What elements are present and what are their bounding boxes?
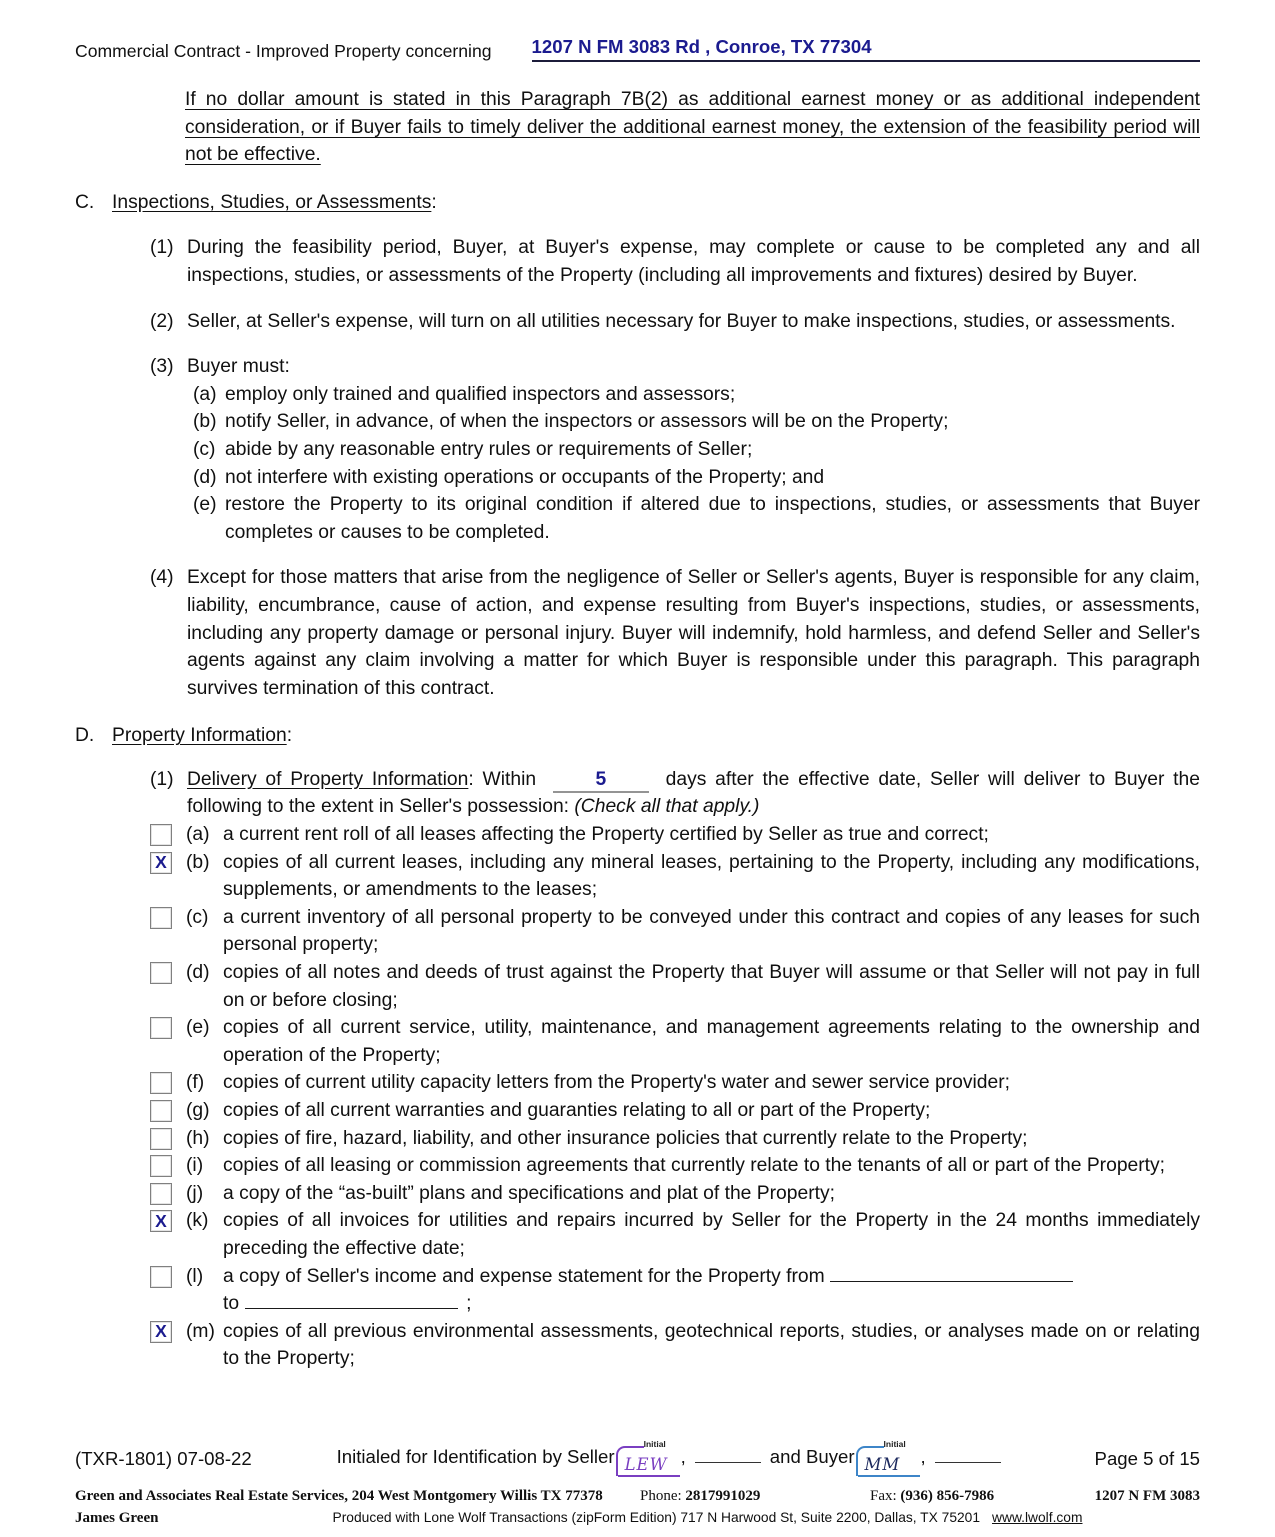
- seller-initials-signature: LEW: [624, 1454, 668, 1474]
- clause-d1-number: (1): [150, 768, 174, 790]
- section-c-heading: Inspections, Studies, or Assessments:: [112, 191, 437, 213]
- checkbox-g[interactable]: [150, 1100, 172, 1122]
- brokerage-fax: Fax: (936) 856-7986: [870, 1488, 995, 1504]
- checklist-item-k: X (k) copies of all invoices for utilities and repairs incurred by Seller for the Property in the 24 months immediately preceding the effective date;: [150, 1207, 1200, 1262]
- checklist-item-m: X (m) copies of all previous environmental assessments, geotechnical reports, studies, or analyses made on or relating to the Property;: [150, 1318, 1200, 1373]
- buyer2-initials-blank[interactable]: [935, 1447, 1001, 1463]
- checklist-item-l-text: a copy of Seller's income and expense statement for the Property from to ;: [223, 1263, 1200, 1318]
- delivery-days-value: 5: [595, 768, 607, 790]
- buyer-initials-signature: MM: [864, 1454, 901, 1474]
- section-c-letter: C.: [75, 191, 95, 213]
- clause-c4: [150, 564, 1200, 702]
- brokerage-phone: Phone: 2817991029: [640, 1488, 761, 1504]
- check-all-note: (Check all that apply.): [574, 796, 760, 818]
- checklist-item-l: (l) a copy of Seller's income and expense statement for the Property from to ;: [150, 1263, 1200, 1318]
- clause-c3: [150, 353, 1200, 381]
- section-c-heading-row: [75, 189, 1200, 217]
- clause-c3a: (a) employ only trained and qualified inspectors and assessors;: [193, 383, 736, 405]
- section-d-heading-row: [75, 722, 1200, 750]
- checkbox-k[interactable]: X: [150, 1210, 172, 1232]
- clause-7b2-continuation: If no dollar amount is stated in this Paragraph 7B(2) as additional earnest money or as additional independent consideration, or if Buyer fails to timely deliver the additional earnest money, the extension of the feasibility period will not be effective.: [185, 89, 1200, 166]
- checklist-item-f: (f) copies of current utility capacity letters from the Property's water and sewer service provider;: [150, 1069, 1200, 1097]
- checklist-item-a: (a) a current rent roll of all leases affecting the Property certified by Seller as true and correct;: [150, 821, 1200, 849]
- clause-c1-text: During the feasibility period, Buyer, at Buyer's expense, may complete or cause to be completed any and all inspections, studies, or assessments of the Property (including all improvements and fixtures) desired by Buyer.: [187, 237, 1200, 286]
- checklist-item-i: (i) copies of all leasing or commission agreements that currently relate to the tenants of all or part of the Property;: [150, 1152, 1200, 1180]
- footer-initial-row: [75, 1441, 1200, 1477]
- clause-d1-text: Delivery of Property Information: Within 5 days after the effective date, Seller will deliver to Buyer the following to the extent in Seller's possession: (Check all that apply.): [187, 768, 1200, 818]
- checkbox-h[interactable]: [150, 1128, 172, 1150]
- clause-c3c: (c) abide by any reasonable entry rules or requirements of Seller;: [193, 438, 753, 460]
- checklist-item-c: (c) a current inventory of all personal property to be conveyed under this contract and copies of any leases for such personal property;: [150, 904, 1200, 959]
- clause-c4-text: Except for those matters that arise from the negligence of Seller or Seller's agents, Buyer is responsible for any claim, liability, encumbrance, cause of action, and expense resulting from Buyer's inspections, studies, or assessments, including any property damage or personal injury. Buyer will indemnify, hold harmless, and defend Seller and Seller's agents against any claim involving a matter for which Buyer is responsible under this paragraph. This paragraph survives termination of this contract.: [187, 567, 1200, 699]
- footer-produced-row: [75, 1509, 1200, 1527]
- income-statement-to-field[interactable]: [245, 1293, 458, 1309]
- checkbox-c[interactable]: [150, 907, 172, 929]
- clause-d1: [150, 766, 1200, 821]
- checklist-item-g: (g) copies of all current warranties and guaranties relating to all or part of the Property;: [150, 1097, 1200, 1125]
- seller2-initials-blank[interactable]: [695, 1447, 761, 1463]
- checkbox-l[interactable]: [150, 1266, 172, 1288]
- checkbox-a[interactable]: [150, 824, 172, 846]
- lwolf-link[interactable]: www.lwolf.com: [992, 1510, 1083, 1525]
- clause-c3d: (d) not interfere with existing operations or occupants of the Property; and: [193, 466, 825, 488]
- checkbox-f[interactable]: [150, 1072, 172, 1094]
- agent-name: James Green: [75, 1510, 159, 1526]
- income-statement-from-field[interactable]: [830, 1266, 1073, 1282]
- page-number: Page 5 of 15: [1094, 1448, 1200, 1469]
- brokerage-name-address: Green and Associates Real Estate Services, 204 West Montgomery Willis TX 77378: [75, 1488, 603, 1504]
- page-header: [75, 36, 1200, 62]
- checklist-item-j: (j) a copy of the “as-built” plans and specifications and plat of the Property;: [150, 1180, 1200, 1208]
- produced-with-note: Produced with Lone Wolf Transactions (zipForm Edition) 717 N Harwood St, Suite 2200, Dallas, TX 75201 www.lwolf.com: [332, 1510, 1083, 1525]
- clause-c3-number: (3): [150, 356, 174, 378]
- page-footer: [75, 1441, 1200, 1527]
- checklist-item-h: (h) copies of fire, hazard, liability, and other insurance policies that currently relate to the Property;: [150, 1125, 1200, 1153]
- clause-c2-number: (2): [150, 310, 174, 332]
- section-d-heading: Property Information:: [112, 725, 293, 747]
- checkbox-d[interactable]: [150, 962, 172, 984]
- seller-initials-field[interactable]: Initial LEW: [616, 1441, 680, 1477]
- property-address: 1207 N FM 3083 Rd , Conroe, TX 77304: [532, 36, 1200, 62]
- clause-c4-number: (4): [150, 567, 174, 589]
- delivery-days-field[interactable]: [553, 769, 649, 793]
- clause-c2-text: Seller, at Seller's expense, will turn on all utilities necessary for Buyer to make inspections, studies, or assessments.: [187, 310, 1176, 332]
- checkbox-m[interactable]: X: [150, 1321, 172, 1343]
- form-code: (TXR-1801) 07-08-22: [75, 1448, 252, 1469]
- checkbox-i[interactable]: [150, 1155, 172, 1177]
- checkbox-b[interactable]: X: [150, 852, 172, 874]
- clause-c2: [150, 308, 1200, 336]
- file-reference: 1207 N FM 3083: [1094, 1488, 1200, 1504]
- section-d-letter: D.: [75, 725, 95, 747]
- checkbox-e[interactable]: [150, 1017, 172, 1039]
- checklist-item-d: (d) copies of all notes and deeds of trust against the Property that Buyer will assume or that Seller will not pay in full on or before closing;: [150, 959, 1200, 1014]
- footer-brokerage-row: [75, 1487, 1200, 1506]
- clause-c3e: (e) restore the Property to its original condition if altered due to inspections, studies, or assessments that Buyer completes or causes to be completed.: [193, 494, 1200, 543]
- checkbox-j[interactable]: [150, 1183, 172, 1205]
- clause-c3b: (b) notify Seller, in advance, of when the inspectors or assessors will be on the Property;: [193, 411, 949, 433]
- checklist-item-b: X (b) copies of all current leases, including any mineral leases, pertaining to the Property, including any modifications, supplements, or amendments to the leases;: [150, 849, 1200, 904]
- clause-c3-text: Buyer must:: [187, 356, 290, 378]
- buyer-initials-field[interactable]: Initial MM: [856, 1441, 920, 1477]
- clause-c1: [150, 234, 1200, 289]
- initialed-for-identification: Initialed for Identification by Seller Initial LEW , and Buyer Initial MM ,: [252, 1441, 1095, 1477]
- checklist-item-e: (e) copies of all current service, utility, maintenance, and management agreements relating to the ownership and operation of the Property;: [150, 1014, 1200, 1069]
- clause-c1-number: (1): [150, 237, 174, 259]
- form-title: Commercial Contract - Improved Property concerning: [75, 41, 492, 61]
